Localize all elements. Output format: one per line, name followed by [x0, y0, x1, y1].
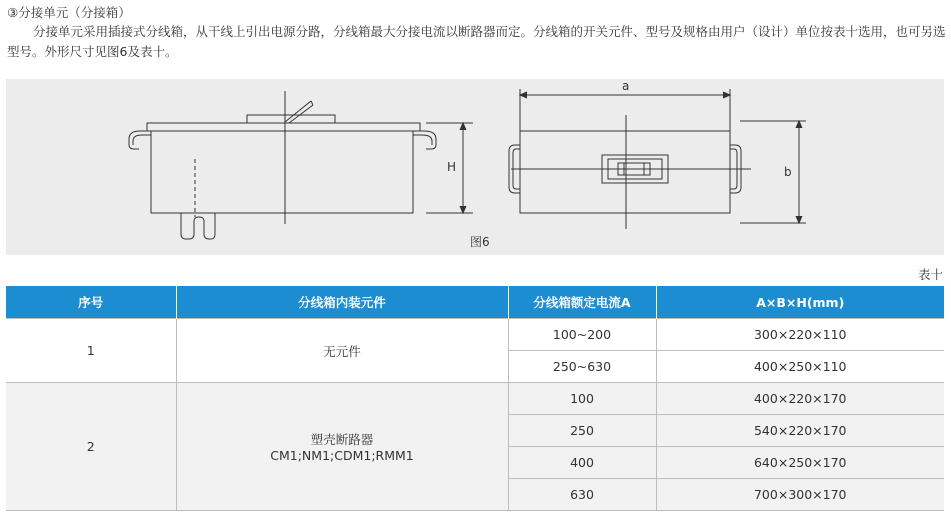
row-current: 250~630 [508, 351, 656, 383]
figure-6 [6, 79, 944, 255]
row-dimensions: 700×300×170 [656, 479, 944, 511]
top-view-body [520, 131, 730, 213]
front-view-lid [147, 123, 420, 131]
front-view-left-bracket [129, 131, 151, 149]
table-row [6, 319, 944, 351]
component-models: CM1;NM1;CDM1;RMM1 [270, 448, 414, 463]
label-b: b [784, 165, 792, 179]
table-caption: 表十 [917, 267, 943, 282]
row-current: 400 [508, 447, 656, 479]
row-component [176, 383, 508, 511]
row-dimensions: 300×220×110 [656, 319, 944, 351]
description-paragraph: 分接单元采用插接式分线箱，从干线上引出电源分路，分线箱最大分接电流以断路器而定。分线箱的开关元件、型号及规格由用户（设计）单位按表十选用，也可另选型号。外形尺寸见图6及表十。 [7, 24, 946, 59]
component-name: 塑壳断路器 [310, 432, 374, 447]
front-view-body [151, 131, 413, 213]
header-index: 序号 [6, 286, 176, 319]
header-dimensions: A×B×H(mm) [656, 286, 944, 319]
row-current: 100 [508, 383, 656, 415]
component-name: 无元件 [323, 343, 361, 359]
row-current: 250 [508, 415, 656, 447]
row-current: 100~200 [508, 319, 656, 351]
spec-table [6, 286, 944, 511]
label-h: H [447, 160, 457, 174]
section-heading: ③分接单元（分接箱） [7, 5, 131, 20]
header-component: 分线箱内装元件 [176, 286, 508, 319]
header-current: 分线箱额定电流A [508, 286, 656, 319]
row-index: 2 [6, 383, 176, 511]
figure-caption: 图6 [470, 235, 490, 249]
figure-6-drawing [6, 79, 944, 255]
front-view-lever [285, 101, 311, 122]
front-view-plug [181, 213, 215, 239]
row-index: 1 [6, 319, 176, 383]
table-row [6, 383, 944, 415]
row-component [176, 319, 508, 383]
label-a: a [622, 79, 630, 93]
row-current: 630 [508, 479, 656, 511]
table-header-row [6, 286, 944, 319]
front-view-right-bracket [413, 131, 436, 149]
row-dimensions: 400×220×170 [656, 383, 944, 415]
row-dimensions: 640×250×170 [656, 447, 944, 479]
row-dimensions: 540×220×170 [656, 415, 944, 447]
row-dimensions: 400×250×110 [656, 351, 944, 383]
